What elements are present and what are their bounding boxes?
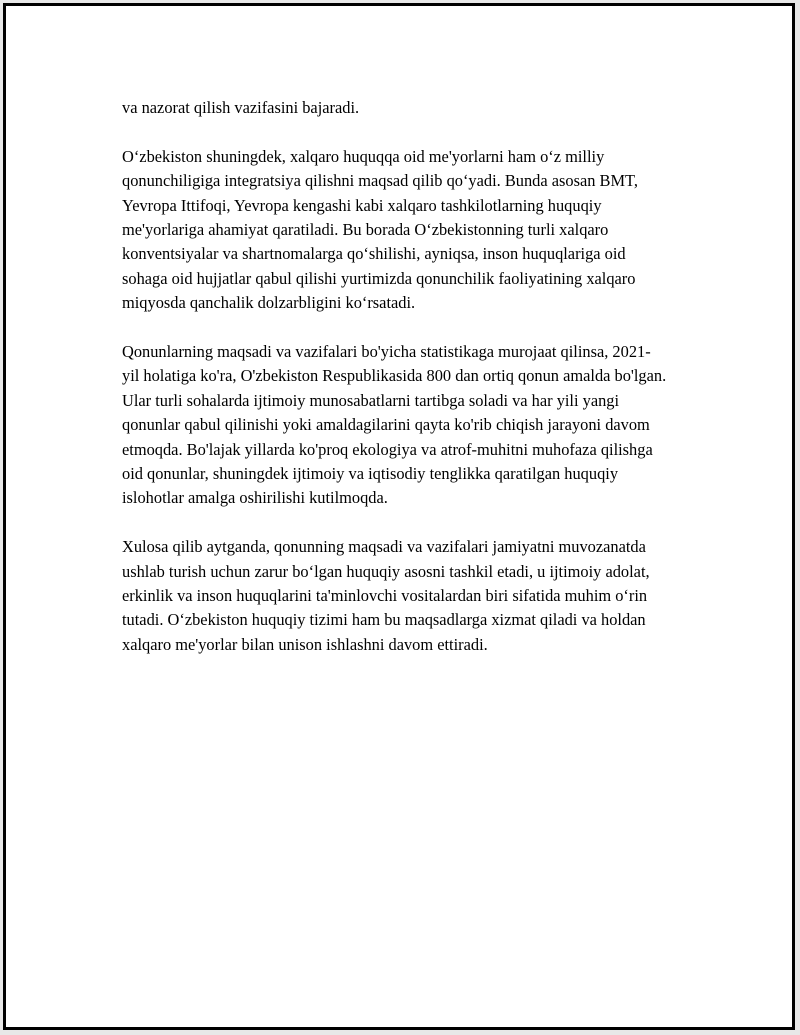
- paragraph-continuation: va nazorat qilish vazifasini bajaradi.: [122, 98, 360, 117]
- paragraph-international-norms: O‘zbekiston shuningdek, xalqaro huquqqa oid me'yorlarni ham o‘z milliy qonunchiligiga integratsiya qilishni maqsad qilib qo‘yadi. Bunda asosan BMT, Yevropa Ittifoqi, Yevropa kengashi kabi xalqaro tashkilotlarning huquqiy me'yorlariga ahamiyat qaratiladi. Bu borada O‘zbekistonning turli xalqaro konventsiyalar va shartnomalarga qo‘shilishi, ayniqsa, inson huquqlariga oid sohaga oid hujjatlar qabul qilishi yurtimizda qonunchilik faoliyatining xalqaro miqyosda qanchalik dolzarbligini ko‘rsatadi.: [122, 146, 638, 313]
- document-page: [3, 3, 795, 1030]
- paragraph-conclusion: Xulosa qilib aytganda, qonunning maqsadi va vazifalari jamiyatni muvozanatda ushlab turish uchun zarur bo‘lgan huquqiy asosni tashkil etadi, u ijtimoiy adolat, erkinlik va inson huquqlarini ta'minlovchi vositalardan biri sifatida muhim o‘rin tutadi. O‘zbekiston huquqiy tizimi ham bu maqsadlarga xizmat qiladi va holdan xalqaro me'yorlar bilan unison ishlashni davom ettiradi.: [122, 537, 650, 654]
- paragraph-statistics: Qonunlarning maqsadi va vazifalari bo'yicha statistikaga murojaat qilinsa, 2021-yil holatiga ko'ra, O'zbekiston Respublikasida 800 dan ortiq qonun amalda bo'lgan. Ular turli sohalarda ijtimoiy munosabatlarni tartibga soladi va har yili yangi qonunlar qabul qilinishi yoki amaldagilarini qayta ko'rib chiqish jarayoni davom etmoqda. Bo'lajak yillarda ko'proq ekologiya va atrof-muhitni muhofaza qilishga oid qonunlar, shuningdek ijtimoiy va iqtisodiy tenglikka qaratilgan huquqiy islohotlar amalga oshirilishi kutilmoqda.: [122, 342, 667, 508]
- document-body: [122, 96, 667, 682]
